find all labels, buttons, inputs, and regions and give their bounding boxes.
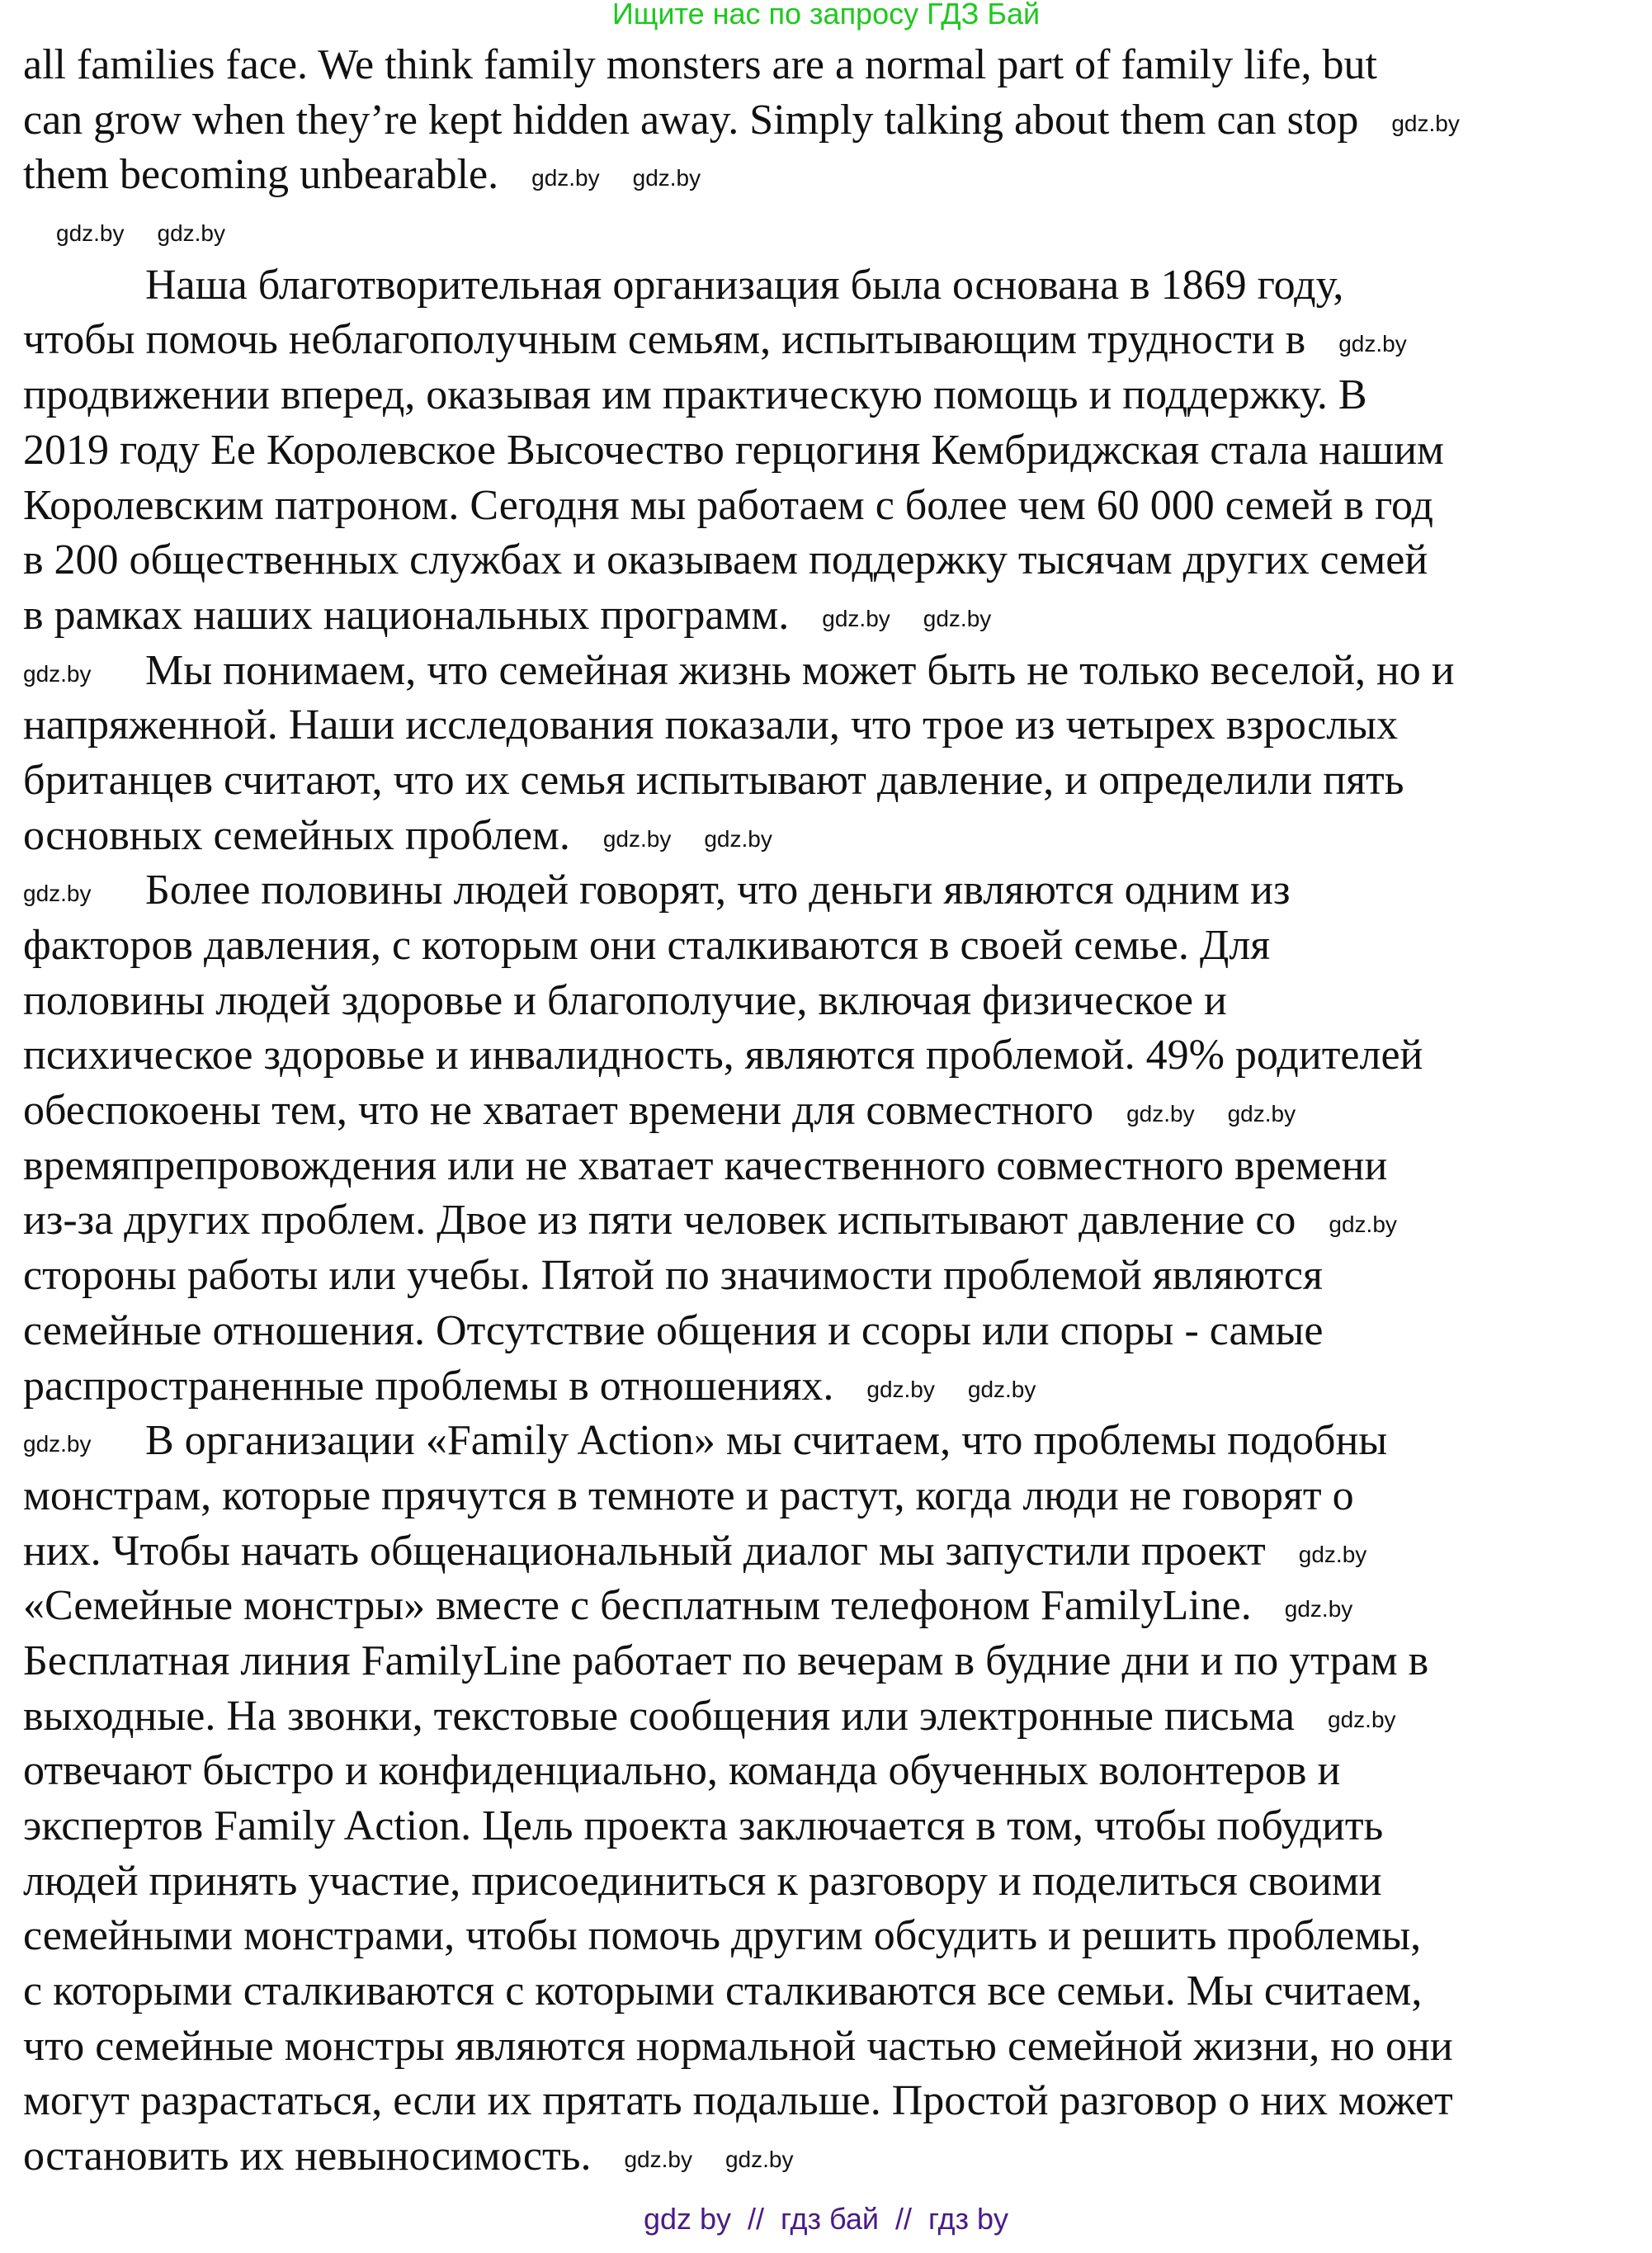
paragraph-indent — [23, 644, 145, 699]
text-line — [23, 2129, 1460, 2185]
text-line-content: половины людей здоровье и благополучие, включая физическое и — [23, 976, 1227, 1024]
watermark: gdz.by — [157, 220, 225, 247]
text-line — [23, 368, 1460, 423]
text-line-content: монстрам, которые прячутся в темноте и растут, когда люди не говорят о — [23, 1471, 1354, 1519]
text-line — [23, 423, 1460, 479]
text-line-content: напряженной. Наши исследования показали, что трое из четырех взрослых — [23, 701, 1399, 749]
text-line-content: them becoming unbearable. — [23, 151, 499, 199]
text-line — [23, 1249, 1460, 1304]
text-line-content: людей принять участие, присоединиться к разговору и поделиться своими — [23, 1857, 1382, 1905]
text-line — [23, 313, 1460, 368]
watermark: gdz.by — [923, 605, 992, 631]
text-line — [23, 1359, 1460, 1415]
watermark: gdz.by — [1126, 1101, 1195, 1127]
text-line-content: семейными монстрами, чтобы помочь другим обсудить и решить проблемы, — [23, 1912, 1422, 1960]
text-line — [23, 809, 1460, 864]
text-line-content: факторов давления, с которым они сталкиваются в своей семье. Для — [23, 922, 1271, 969]
text-line-content: из-за других проблем. Двое из пяти человек испытывают давление со — [23, 1197, 1296, 1245]
text-line — [23, 1744, 1460, 1799]
text-line — [23, 1964, 1460, 2019]
watermark: gdz.by — [704, 825, 772, 852]
text-line — [23, 588, 1460, 644]
text-line — [23, 93, 1460, 149]
watermark: gdz.by — [23, 660, 92, 687]
text-line — [23, 2019, 1460, 2075]
text-line — [23, 1909, 1460, 1964]
text-line — [23, 1469, 1460, 1524]
text-line — [23, 38, 1460, 93]
paragraph-indent — [23, 863, 145, 919]
text-line-content: что семейные монстры являются нормальной частью семейной жизни, но они — [23, 2022, 1453, 2070]
text-line-content: Королевским патроном. Сегодня мы работаем с более чем 60 000 семей в год — [23, 481, 1433, 529]
watermark: gdz.by — [1298, 1541, 1367, 1567]
footer-links[interactable]: gdz by // гдз бай // гдз by — [643, 2202, 1009, 2236]
text-line — [23, 1634, 1460, 1689]
watermark: gdz.by — [624, 2147, 692, 2173]
text-line-content: чтобы помочь неблагополучным семьям, испытывающим трудности в — [23, 316, 1306, 364]
watermark: gdz.by — [1391, 110, 1460, 136]
text-line-content: основных семейных проблем. — [23, 811, 570, 859]
text-line-content: В организации «Family Action» мы считаем, что проблемы подобны — [145, 1417, 1388, 1465]
text-line — [23, 2074, 1460, 2129]
paragraph-indent — [23, 1414, 145, 1469]
text-line-content: all families face. We think family monsters are a normal part of family life, but — [23, 41, 1377, 88]
text-line — [23, 533, 1460, 588]
text-line-content: них. Чтобы начать общенациональный диалог мы запустили проект — [23, 1527, 1266, 1575]
text-line — [23, 479, 1460, 534]
text-line — [23, 1579, 1460, 1634]
text-line — [23, 863, 1460, 919]
text-line-content: обеспокоены тем, что не хватает времени для совместного — [23, 1087, 1094, 1135]
text-line-content: стороны работы или учебы. Пятой по значимости проблемой являются — [23, 1252, 1323, 1300]
text-line-content: Бесплатная линия FamilyLine работает по вечерам в будние дни и по утрам в — [23, 1637, 1429, 1684]
text-line-content: Более половины людей говорят, что деньги являются одним из — [145, 867, 1291, 914]
watermark: gdz.by — [1329, 1211, 1397, 1237]
text-line — [23, 1084, 1460, 1139]
document-text — [23, 38, 1460, 2185]
text-line — [23, 644, 1460, 699]
watermark: gdz.by — [725, 2147, 794, 2173]
text-line-content: 2019 году Ее Королевское Высочество герцогиня Кембриджская стала нашим — [23, 426, 1444, 474]
text-line — [23, 148, 1460, 203]
watermark: gdz.by — [56, 220, 125, 247]
text-line-content: Мы понимаем, что семейная жизнь может быть не только веселой, но и — [145, 646, 1455, 694]
text-line — [23, 1799, 1460, 1854]
text-line-content: экспертов Family Action. Цель проекта заключается в том, чтобы побудить — [23, 1802, 1384, 1849]
text-line-content: выходные. На звонки, текстовые сообщения или электронные письма — [23, 1692, 1296, 1740]
text-line — [23, 1139, 1460, 1194]
text-line-content: Наша благотворительная организация была основана в 1869 году, — [145, 261, 1344, 309]
text-line-content: времяпрепровождения или не хватает качественного совместного времени — [23, 1141, 1388, 1189]
text-line-content: в 200 общественных службах и оказываем поддержку тысячам других семей — [23, 536, 1428, 584]
text-line — [23, 1028, 1460, 1084]
watermark: gdz.by — [1328, 1706, 1396, 1732]
text-line — [23, 974, 1460, 1029]
text-line-content: в рамках наших национальных программ. — [23, 591, 790, 639]
text-line-content: продвижении вперед, оказывая им практическую помощь и поддержку. В — [23, 371, 1367, 419]
text-line-content: семейные отношения. Отсутствие общения и ссоры или споры - самые — [23, 1306, 1324, 1354]
text-line-content: распространенные проблемы в отношениях. — [23, 1362, 834, 1410]
watermark: gdz.by — [967, 1376, 1036, 1402]
watermark: gdz.by — [866, 1376, 935, 1402]
watermark: gdz.by — [1227, 1101, 1296, 1127]
watermark: gdz.by — [632, 165, 701, 191]
watermark: gdz.by — [531, 165, 600, 191]
text-line — [23, 1414, 1460, 1469]
text-line — [23, 1689, 1460, 1745]
text-line — [23, 1524, 1460, 1580]
text-line — [23, 698, 1460, 753]
text-line-content: британцев считают, что их семья испытывают давление, и определили пять — [23, 756, 1404, 804]
watermark: gdz.by — [23, 881, 92, 907]
text-line-content: can grow when they’re kept hidden away. Simply talking about them can stop — [23, 96, 1359, 144]
text-line-content: остановить их невыносимость. — [23, 2133, 592, 2180]
text-line-content: с которыми сталкиваются с которыми сталкиваются все семьи. Мы считаем, — [23, 1967, 1423, 2015]
text-line — [23, 753, 1460, 809]
text-line-content: могут разрастаться, если их прятать подальше. Простой разговор о них может — [23, 2077, 1453, 2125]
text-line — [23, 1854, 1460, 1910]
text-line-content: «Семейные монстры» вместе с бесплатным телефоном FamilyLine. — [23, 1582, 1252, 1630]
watermark: gdz.by — [1284, 1596, 1353, 1622]
text-line-content: отвечают быстро и конфиденциально, команда обученных волонтеров и — [23, 1747, 1341, 1795]
search-hint-header: Ищите нас по запросу ГДЗ Бай — [611, 0, 1041, 31]
watermark: gdz.by — [23, 1431, 92, 1457]
text-line-content: психическое здоровье и инвалидность, являются проблемой. 49% родителей — [23, 1032, 1423, 1079]
watermark: gdz.by — [822, 605, 890, 631]
watermark: gdz.by — [1338, 330, 1407, 357]
text-line — [23, 919, 1460, 974]
text-line — [23, 1193, 1460, 1249]
text-line — [23, 258, 1460, 314]
text-line — [23, 1304, 1460, 1359]
text-line — [23, 203, 1460, 258]
watermark: gdz.by — [602, 825, 672, 852]
